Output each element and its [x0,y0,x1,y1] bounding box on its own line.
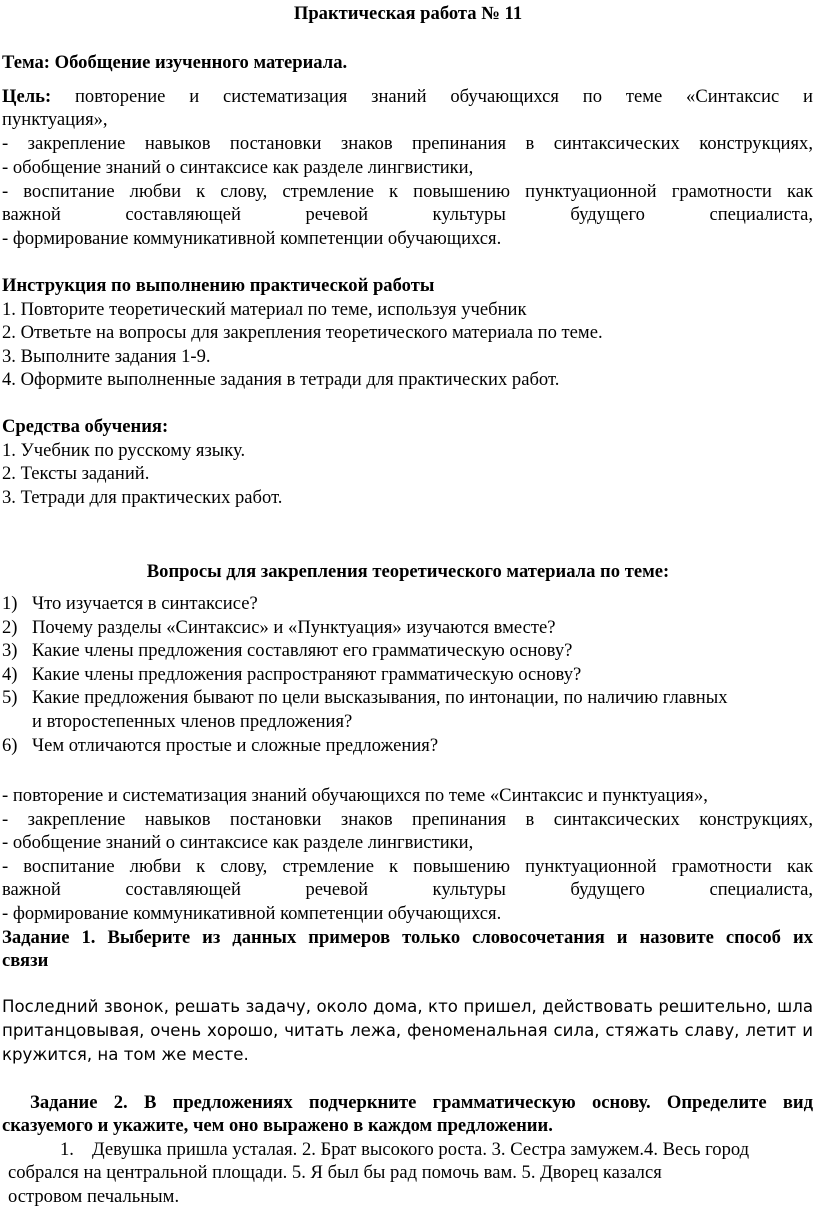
question-text: Какие предложения бывают по цели высказывания, по интонации, по наличию главных [32,687,728,708]
goal-line: - обобщение знаний о синтаксисе как разделе лингвистики, [2,157,474,178]
task2-heading: Задание 2. В предложениях подчеркните грамматическую основу. Определите вид [30,1092,813,1113]
topic-label: Тема: [2,52,50,73]
goals-repeat-line: важной составляющей речевой культуры будущего специалиста, [2,879,813,900]
goals-repeat-line: - обобщение знаний о синтаксисе как разделе лингвистики, [2,832,474,853]
question-number: 5) [2,687,18,708]
instruction-item: 2. Ответьте на вопросы для закрепления теоретического материала по теме. [2,322,603,343]
task1-text-line: Последний звонок, решать задачу, около дома, кто пришел, действовать решительно, шла [2,997,813,1016]
question-number: 3) [2,640,18,661]
instruction-item: 3. Выполните задания 1-9. [2,346,211,367]
task1-text-line: кружится, на том же месте. [2,1045,249,1064]
goal-label: Цель: [2,86,52,107]
goal-line-1 [2,85,813,109]
task2-heading-continued: сказуемого и укажите, чем оно выражено в каждом предложении. [2,1115,553,1136]
question-text-continued: и второстепенных членов предложения? [32,711,353,732]
question-number: 1) [2,593,18,614]
document-title: Практическая работа № 11 [293,3,523,24]
goal-line: пунктуация», [2,109,108,130]
question-text: Почему разделы «Синтаксис» и «Пунктуация» изучаются вместе? [32,617,556,638]
goal-line: - формирование коммуникативной компетенции обучающихся. [2,228,502,249]
task1-heading: Задание 1. Выберите из данных примеров только словосочетания и назовите способ их [2,927,813,948]
questions-heading: Вопросы для закрепления теоретического материала по теме: [146,561,670,582]
means-item: 2. Тексты заданий. [2,463,150,484]
question-number: 4) [2,664,18,685]
goal-line: - воспитание любви к слову, стремление к повышению пунктуационной грамотности как [2,181,813,202]
instructions-heading: Инструкция по выполнению практической работы [2,275,435,296]
task2-text-line: Девушка пришла усталая. 2. Брат высокого роста. 3. Сестра замужем.4. Весь город [92,1139,750,1160]
goal-line-1-text: повторение и систематизация знаний обучающихся по теме «Синтаксис и [74,86,813,107]
topic-line [2,51,813,75]
task1-heading-continued: связи [2,950,49,971]
task1-text-line: пританцовывая, очень хорошо, читать лежа, феноменальная сила, стяжать славу, летит и [2,1021,813,1040]
goals-repeat-line: - повторение и систематизация знаний обучающихся по теме «Синтаксис и пунктуация», [2,785,708,806]
task2-text-line: собрался на центральной площади. 5. Я был бы рад помочь вам. 5. Дворец казался [8,1162,662,1183]
task2-list-number: 1. [60,1139,74,1160]
goals-repeat-line: - формирование коммуникативной компетенции обучающихся. [2,903,502,924]
question-text: Какие члены предложения составляют его грамматическую основу? [32,640,573,661]
task2-text-line: островом печальным. [8,1186,180,1207]
means-heading: Средства обучения: [2,416,169,437]
means-item: 3. Тетради для практических работ. [2,487,283,508]
question-number: 6) [2,735,18,756]
instruction-item: 4. Оформите выполненные задания в тетради для практических работ. [2,369,560,390]
goal-line: - закрепление навыков постановки знаков препинания в синтаксических конструкциях, [2,133,813,154]
topic-text: Обобщение изученного материала. [54,52,348,73]
goals-repeat-line: - воспитание любви к слову, стремление к повышению пунктуационной грамотности как [2,856,813,877]
question-text: Какие члены предложения распространяют грамматическую основу? [32,664,582,685]
question-number: 2) [2,617,18,638]
means-item: 1. Учебник по русскому языку. [2,440,246,461]
question-text: Чем отличаются простые и сложные предложения? [32,735,439,756]
goal-line: важной составляющей речевой культуры будущего специалиста, [2,204,813,225]
goals-repeat-line: - закрепление навыков постановки знаков препинания в синтаксических конструкциях, [2,809,813,830]
question-text: Что изучается в синтаксисе? [32,593,258,614]
instruction-item: 1. Повторите теоретический материал по теме, используя учебник [2,299,527,320]
